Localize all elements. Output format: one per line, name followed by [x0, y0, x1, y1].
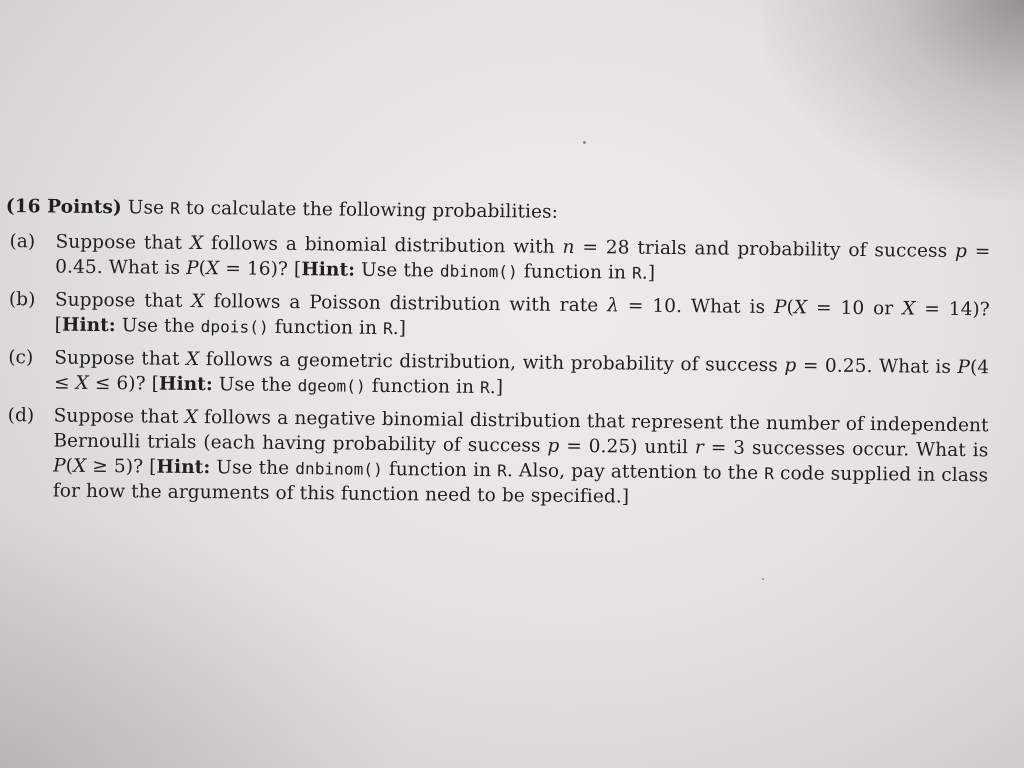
text-segment: follows a Poisson distribution with rate [204, 291, 608, 317]
paper-speck [762, 578, 764, 580]
text-segment: function in [382, 458, 498, 482]
math-symbol: X [902, 298, 916, 320]
math-symbol: X [189, 232, 204, 255]
text-segment: follows a geometric distribution, with probability of success [199, 349, 785, 377]
math-symbol: X [72, 455, 87, 477]
text-segment: follows a binomial distribution with [203, 233, 563, 258]
points-label: (16 Points) [5, 195, 122, 219]
problem-part [5, 287, 990, 347]
text-segment: function in [517, 261, 633, 284]
math-symbol: X [184, 406, 199, 429]
text-segment: Suppose that [54, 347, 187, 370]
part-label: (c) [8, 347, 34, 369]
text-segment: = 10. What is [618, 295, 775, 319]
text-segment: (4 ≤ [53, 357, 990, 394]
text-segment: = 16)? [ [219, 258, 302, 281]
math-symbol: X [191, 290, 205, 313]
text-segment: code supplied in class for how the arguments of this function need to be specified.] [52, 463, 989, 508]
intro-text-rest: to calculate the following probabilities: [185, 197, 559, 223]
text-segment: = 0.45. What is [55, 241, 991, 279]
part-text [55, 230, 990, 290]
text-segment: function in [365, 375, 481, 398]
code-token: R [764, 463, 775, 484]
shadow-top-right [764, 0, 1024, 200]
math-symbol: P [53, 455, 66, 477]
math-symbol: P [773, 297, 787, 319]
text-segment: .] [641, 262, 656, 284]
text-segment: .] [489, 377, 504, 399]
intro-code: R [170, 198, 180, 218]
hint-label: Hint: [301, 259, 356, 281]
text-segment: = 28 trials and probability of success [574, 236, 956, 262]
text-segment: Use the [354, 259, 441, 282]
math-symbol: P [957, 356, 971, 379]
code-token: dnbinom() [295, 459, 383, 479]
math-symbol: P [186, 257, 199, 280]
text-segment: ≤ 6)? [ [88, 372, 160, 395]
math-symbol: X [793, 297, 808, 319]
code-token: dpois() [200, 317, 269, 337]
text-segment: Suppose that [53, 405, 185, 428]
text-segment: = 3 successes occur. What is [703, 437, 989, 462]
text-segment: ( [198, 258, 207, 280]
paper-speck [583, 141, 586, 144]
text-segment: = 0.25. What is [796, 355, 958, 378]
code-token: R [382, 318, 393, 339]
part-text [54, 288, 989, 348]
text-segment: .] [392, 318, 407, 340]
text-segment: = 10 or [807, 297, 903, 320]
part-text [54, 346, 989, 406]
part-text [53, 404, 989, 514]
math-symbol: X [185, 348, 200, 371]
code-token: dbinom() [439, 261, 518, 282]
text-segment: Suppose that [54, 289, 192, 312]
text-segment: . Also, pay attention to the [506, 460, 765, 484]
text-segment: function in [268, 316, 384, 339]
hint-label: Hint: [156, 456, 211, 479]
math-symbol: n [562, 236, 575, 258]
code-token: R [497, 461, 508, 481]
text-segment: = 0.25) until [559, 435, 696, 459]
code-token: R [479, 377, 490, 398]
problem-part [3, 403, 989, 513]
hint-label: Hint: [158, 373, 213, 396]
text-segment: Use the [210, 457, 296, 480]
text-segment: follows a negative binomial distribution that represent the number of independent Bernoulli trials (each having probability of success [53, 407, 989, 457]
text-segment: Suppose that [55, 231, 191, 254]
math-symbol: λ [607, 295, 620, 317]
part-label: (a) [9, 231, 36, 253]
text-segment: ≥ 5)? [ [86, 455, 157, 478]
math-symbol: p [784, 355, 797, 377]
shadow-bottom-left [0, 508, 420, 768]
text-segment: ( [786, 297, 795, 319]
text-segment: Use the [115, 315, 201, 338]
problem-part [4, 345, 989, 405]
math-symbol: r [694, 437, 705, 459]
math-symbol: X [75, 372, 90, 394]
text-segment: Use the [212, 374, 298, 397]
math-symbol: p [547, 435, 560, 457]
math-symbol: X [205, 258, 220, 280]
text-segment: ( [65, 455, 74, 477]
part-label: (b) [8, 289, 36, 311]
part-label: (d) [7, 405, 35, 427]
code-token: R [631, 263, 642, 283]
parts-list [3, 229, 991, 513]
text-segment: = 14)? [ [54, 298, 990, 336]
code-token: dgeom() [297, 376, 366, 396]
problem-part [5, 229, 990, 289]
hint-label: Hint: [61, 314, 116, 337]
math-symbol: p [954, 240, 968, 263]
intro-text: Use [127, 197, 165, 219]
problem-sheet [3, 194, 991, 521]
